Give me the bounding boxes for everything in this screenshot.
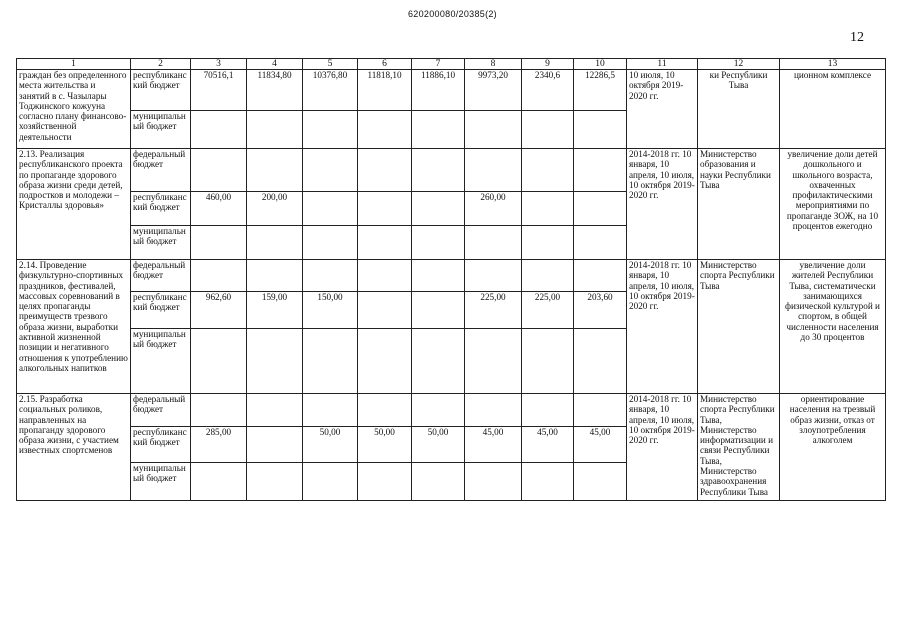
amount-cell bbox=[303, 329, 358, 394]
amount-cell: 225,00 bbox=[522, 292, 574, 329]
amount-cell bbox=[574, 463, 627, 501]
amount-cell: 150,00 bbox=[303, 292, 358, 329]
responsible-cell: ки Республики Тыва bbox=[698, 70, 780, 149]
amount-cell: 11818,10 bbox=[358, 70, 412, 111]
amount-cell bbox=[574, 149, 627, 192]
funding-source: республиканский бюджет bbox=[131, 292, 191, 329]
amount-cell: 10376,80 bbox=[303, 70, 358, 111]
amount-cell: 460,00 bbox=[191, 192, 247, 226]
amount-cell bbox=[303, 463, 358, 501]
amount-cell: 962,60 bbox=[191, 292, 247, 329]
table-row bbox=[17, 394, 886, 427]
amount-cell: 200,00 bbox=[247, 192, 303, 226]
amount-cell: 12286,5 bbox=[574, 70, 627, 111]
amount-cell bbox=[303, 260, 358, 292]
amount-cell bbox=[412, 463, 465, 501]
amount-cell bbox=[412, 149, 465, 192]
expected-result-cell: ориентирование населения на трезвый образ жизни, отказ от злоупотребления алкоголем bbox=[780, 394, 886, 501]
amount-cell bbox=[412, 329, 465, 394]
amount-cell: 11886,10 bbox=[412, 70, 465, 111]
amount-cell bbox=[358, 292, 412, 329]
amount-cell bbox=[412, 111, 465, 149]
amount-cell bbox=[522, 329, 574, 394]
amount-cell bbox=[574, 192, 627, 226]
amount-cell bbox=[574, 226, 627, 260]
amount-cell bbox=[247, 427, 303, 463]
amount-cell bbox=[358, 149, 412, 192]
measure-description: граждан без определенного места жительства и занятий в с. Чазылары Тоджинского кожууна согласно плану финансово-хозяйственной деятельности bbox=[17, 70, 131, 149]
amount-cell bbox=[412, 394, 465, 427]
amount-cell bbox=[191, 260, 247, 292]
document-code: 620200080/20385(2) bbox=[408, 9, 497, 19]
column-header: 1 bbox=[17, 59, 131, 70]
measure-description: 2.13. Реализация республиканского проекта по пропаганде здорового образа жизни среди детей, подростков и молодежи – Кристаллы здоровья» bbox=[17, 149, 131, 260]
amount-cell: 45,00 bbox=[465, 427, 522, 463]
column-header: 7 bbox=[412, 59, 465, 70]
amount-cell bbox=[247, 111, 303, 149]
column-header: 13 bbox=[780, 59, 886, 70]
amount-cell: 50,00 bbox=[303, 427, 358, 463]
responsible-cell: Министерство спорта Республики Тыва, Министерство информатизации и связи Республики Тыва, Министерство здравоохранения Республики Тыва bbox=[698, 394, 780, 501]
amount-cell bbox=[247, 260, 303, 292]
amount-cell bbox=[191, 463, 247, 501]
page-number: 12 bbox=[850, 30, 864, 45]
table-row bbox=[17, 260, 886, 292]
expected-result-cell: ционном комплексе bbox=[780, 70, 886, 149]
amount-cell bbox=[191, 329, 247, 394]
amount-cell bbox=[358, 394, 412, 427]
amount-cell bbox=[303, 192, 358, 226]
amount-cell bbox=[522, 192, 574, 226]
table-row bbox=[17, 70, 886, 111]
responsible-cell: Министерство спорта Республики Тыва bbox=[698, 260, 780, 394]
amount-cell bbox=[191, 226, 247, 260]
amount-cell bbox=[465, 149, 522, 192]
deadline-cell: 2014-2018 гг. 10 января, 10 апреля, 10 июля, 10 октября 2019-2020 гг. bbox=[627, 149, 698, 260]
funding-source: республиканский бюджет bbox=[131, 70, 191, 111]
amount-cell bbox=[465, 394, 522, 427]
column-header: 9 bbox=[522, 59, 574, 70]
funding-source: муниципальный бюджет bbox=[131, 329, 191, 394]
column-header: 2 bbox=[131, 59, 191, 70]
amount-cell bbox=[247, 149, 303, 192]
amount-cell: 11834,80 bbox=[247, 70, 303, 111]
amount-cell bbox=[412, 192, 465, 226]
amount-cell bbox=[522, 260, 574, 292]
funding-source: муниципальный бюджет bbox=[131, 111, 191, 149]
amount-cell bbox=[574, 329, 627, 394]
amount-cell bbox=[191, 394, 247, 427]
amount-cell: 45,00 bbox=[574, 427, 627, 463]
measure-description: 2.14. Проведение физкультурно-спортивных праздников, фестивалей, массовых соревнований в целях пропаганды преимуществ трезвого образа жизни, выработки активной жизненной позиции и негативного отношения к употреблению алкогольных напитков bbox=[17, 260, 131, 394]
amount-cell bbox=[191, 149, 247, 192]
amount-cell bbox=[303, 149, 358, 192]
amount-cell: 9973,20 bbox=[465, 70, 522, 111]
amount-cell bbox=[247, 463, 303, 501]
amount-cell bbox=[522, 111, 574, 149]
column-header: 10 bbox=[574, 59, 627, 70]
deadline-cell: 2014-2018 гг. 10 января, 10 апреля, 10 июля, 10 октября 2019-2020 гг. bbox=[627, 394, 698, 501]
deadline-cell: 2014-2018 гг. 10 января, 10 апреля, 10 июля, 10 октября 2019-2020 гг. bbox=[627, 260, 698, 394]
amount-cell: 203,60 bbox=[574, 292, 627, 329]
amount-cell: 2340,6 bbox=[522, 70, 574, 111]
amount-cell bbox=[465, 111, 522, 149]
funding-source: муниципальный бюджет bbox=[131, 463, 191, 501]
amount-cell bbox=[522, 226, 574, 260]
amount-cell bbox=[522, 394, 574, 427]
amount-cell bbox=[522, 149, 574, 192]
column-header: 4 bbox=[247, 59, 303, 70]
expected-result-cell: увеличение доли детей дошкольного и школьного возраста, охваченных профилактическими мероприятиями по пропаганде ЗОЖ, на 10 процентов ежегодно bbox=[780, 149, 886, 260]
funding-source: муниципальный бюджет bbox=[131, 226, 191, 260]
amount-cell bbox=[465, 260, 522, 292]
amount-cell bbox=[412, 226, 465, 260]
amount-cell bbox=[303, 111, 358, 149]
table-row bbox=[17, 149, 886, 192]
amount-cell bbox=[358, 226, 412, 260]
amount-cell bbox=[412, 260, 465, 292]
amount-cell bbox=[412, 292, 465, 329]
column-header: 12 bbox=[698, 59, 780, 70]
deadline-cell: 10 июля, 10 октября 2019-2020 гг. bbox=[627, 70, 698, 149]
amount-cell bbox=[522, 463, 574, 501]
amount-cell: 260,00 bbox=[465, 192, 522, 226]
amount-cell: 285,00 bbox=[191, 427, 247, 463]
measure-description: 2.15. Разработка социальных роликов, направленных на пропаганду здорового образа жизни, с участием известных спортсменов bbox=[17, 394, 131, 501]
column-header: 11 bbox=[627, 59, 698, 70]
amount-cell bbox=[358, 192, 412, 226]
amount-cell: 159,00 bbox=[247, 292, 303, 329]
amount-cell: 50,00 bbox=[358, 427, 412, 463]
amount-cell: 225,00 bbox=[465, 292, 522, 329]
amount-cell bbox=[247, 329, 303, 394]
amount-cell bbox=[247, 394, 303, 427]
amount-cell: 70516,1 bbox=[191, 70, 247, 111]
amount-cell bbox=[303, 394, 358, 427]
funding-source: республиканский бюджет bbox=[131, 427, 191, 463]
amount-cell bbox=[465, 329, 522, 394]
responsible-cell: Министерство образования и науки Республики Тыва bbox=[698, 149, 780, 260]
amount-cell bbox=[574, 111, 627, 149]
column-header: 5 bbox=[303, 59, 358, 70]
funding-source: федеральный бюджет bbox=[131, 260, 191, 292]
amount-cell: 50,00 bbox=[412, 427, 465, 463]
column-header: 8 bbox=[465, 59, 522, 70]
program-table bbox=[16, 58, 886, 501]
amount-cell bbox=[465, 463, 522, 501]
amount-cell bbox=[574, 394, 627, 427]
amount-cell bbox=[247, 226, 303, 260]
funding-source: республиканский бюджет bbox=[131, 192, 191, 226]
funding-source: федеральный бюджет bbox=[131, 149, 191, 192]
amount-cell bbox=[358, 111, 412, 149]
amount-cell bbox=[303, 226, 358, 260]
amount-cell bbox=[574, 260, 627, 292]
column-header-row bbox=[17, 59, 886, 70]
amount-cell: 45,00 bbox=[522, 427, 574, 463]
amount-cell bbox=[465, 226, 522, 260]
amount-cell bbox=[191, 111, 247, 149]
column-header: 3 bbox=[191, 59, 247, 70]
funding-source: федеральный бюджет bbox=[131, 394, 191, 427]
amount-cell bbox=[358, 329, 412, 394]
expected-result-cell: увеличение доли жителей Республики Тыва, систематически занимающихся физической культурой и спортом, в общей численности населения до 30 процентов bbox=[780, 260, 886, 394]
column-header: 6 bbox=[358, 59, 412, 70]
amount-cell bbox=[358, 260, 412, 292]
amount-cell bbox=[358, 463, 412, 501]
